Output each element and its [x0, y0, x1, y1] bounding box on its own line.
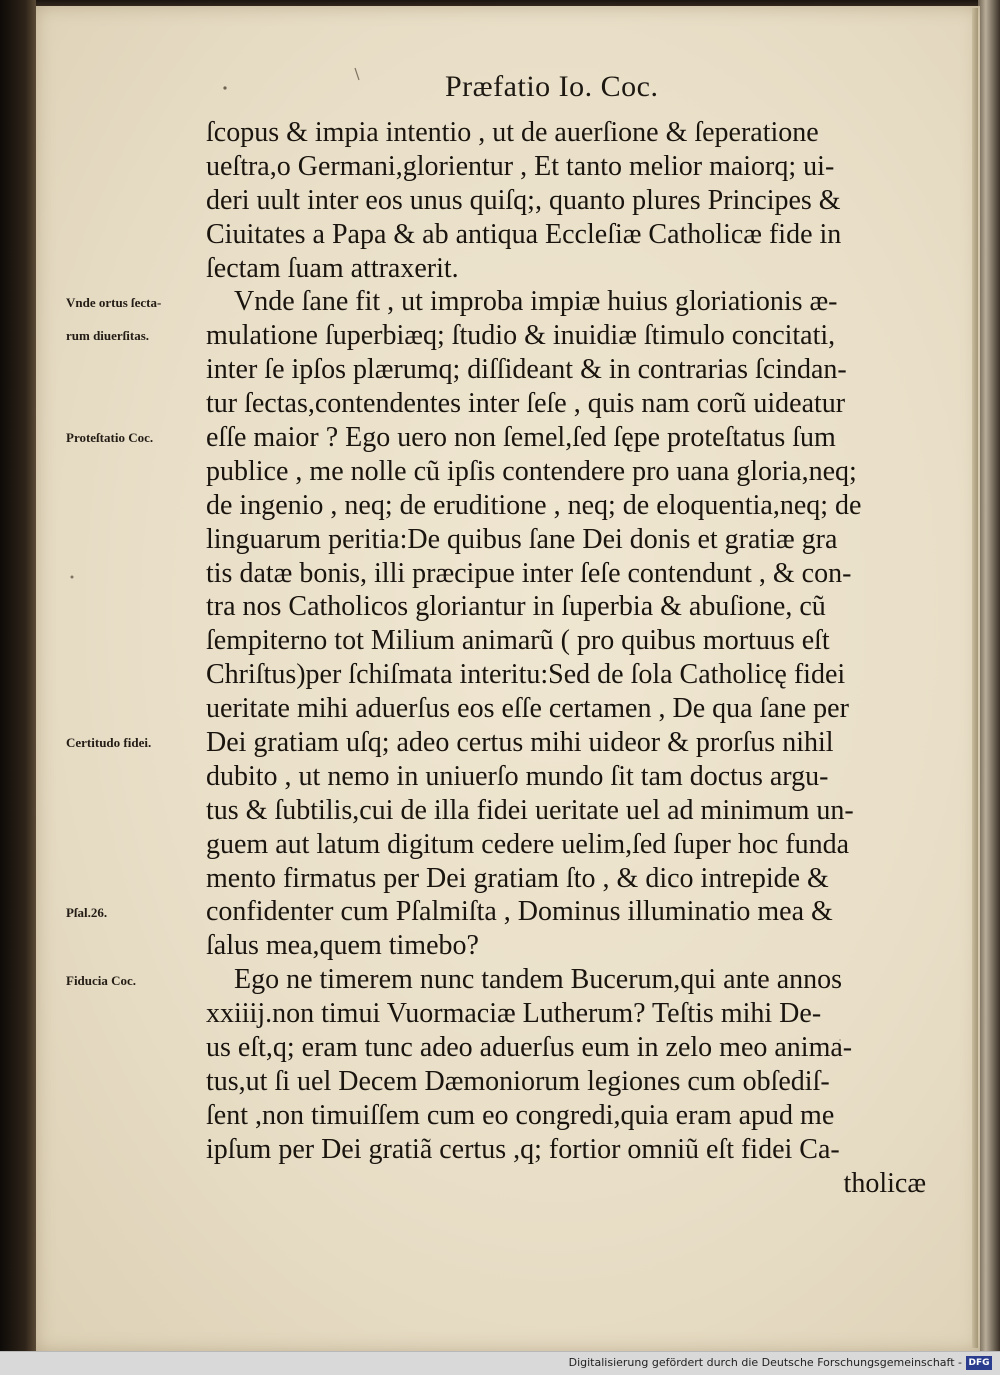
text-line: us eſt,q; eram tunc adeo aduerſus eum in zelo meo anima- [206, 1032, 853, 1064]
marginal-note: Fiducia Coc. [66, 972, 137, 988]
marginal-note: rum diuerſitas. [66, 328, 150, 344]
marginal-note: Pſal.26. [66, 904, 108, 920]
footer-bar [0, 1351, 1000, 1375]
text-line: dubito , ut nemo in uniuerſo mundo ſit tam doctus argu- [206, 760, 829, 792]
text-line: linguarum peritia:De quibus ſane Dei donis et gratiæ gra [206, 523, 838, 555]
text-line: inter ſe ipſos plærumq; diſſideant & in contrarias ſcindan- [206, 354, 847, 386]
text-line: guem aut latum digitum cedere uelim,ſed ſuper hoc funda [206, 828, 850, 860]
text-line: Ego ne timerem nunc tandem Bucerum,qui ante annos [234, 964, 843, 996]
text-line: xxiiij.non timui Vuormaciæ Lutherum? Teſtis mihi De- [206, 998, 822, 1030]
text-line: tus & ſubtilis,cui de illa fidei ueritate uel ad minimum un- [206, 794, 854, 826]
marginal-note: Certitudo fidei. [66, 735, 152, 751]
text-line: ſectam ſuam attraxerit. [206, 252, 459, 284]
text-line: ſcopus & impia intentio , ut de auerſione & ſeperatione [206, 117, 819, 148]
text-line: mento firmatus per Dei gratiam ſto , & dico intrepide & [206, 862, 829, 894]
text-line: tus,ut ſi uel Decem Dæmoniorum legiones cum obſediſ- [206, 1065, 830, 1097]
main-text-block [206, 116, 926, 1201]
text-line: tur ſectas,contendentes inter ſeſe , quis nam corũ uideatur [206, 388, 846, 420]
text-line: tra nos Catholicos gloriantur in ſuperbia & abuſione, cũ [206, 591, 826, 623]
text-line: ueſtra,o Germani,glorientur , Et tanto melior maiorq; ui- [206, 150, 835, 182]
text-line: mulatione ſuperbiæq; ſtudio & inuidiæ ſtimulo concitati, [206, 320, 836, 352]
text-line: confidenter cum Pſalmiſta , Dominus illuminatio mea & [206, 896, 833, 928]
text-line: ſent ,non timuiſſem cum eo congredi,quia eram apud me [206, 1099, 835, 1131]
text-line: ſalus mea,quem timebo? [206, 930, 479, 962]
text-line: Dei gratiam uſq; adeo certus mihi uideor & prorſus nihil [206, 727, 834, 759]
funding-notice: Digitalisierung gefördert durch die Deutsche Forschungsgemeinschaft - [568, 1356, 962, 1369]
text-line: eſſe maior ? Ego uero non ſemel,ſed ſępe proteſtatus ſum [206, 422, 836, 454]
text-line: Chriſtus)per ſchiſmata interitu:Sed de ſola Catholicę fidei [206, 659, 846, 691]
text-line: Vnde ſane fit , ut improba impiæ huius gloriationis æ- [234, 286, 838, 318]
marginal-note: Vnde ortus ſecta- [66, 294, 162, 310]
text-line: publice , me nolle cũ ipſis contendere pro uana gloria,neq; [206, 455, 857, 487]
marginal-note: Proteſtatio Coc. [66, 430, 154, 446]
dfg-logo-icon: DFG [966, 1356, 992, 1370]
text-line: ueritate mihi aduerſus eos eſſe certamen , De qua ſane per [206, 693, 849, 725]
text-line: Ciuitates a Papa & ab antiqua Eccleſiæ Catholicæ fide in [206, 218, 842, 250]
text-line: deri uult inter eos unus quiſq;, quanto plures Principes & [206, 184, 841, 216]
text-line: tholicæ [843, 1167, 926, 1199]
running-header: Præfatio Io. Coc. [445, 70, 659, 103]
text-line: ipſum per Dei gratiã certus ,q; fortior omniũ eſt fidei Ca- [206, 1133, 840, 1165]
text-line: ſempiterno tot Milium animarũ ( pro quibus mortuus eſt [206, 625, 830, 657]
text-line: de ingenio , neq; de eruditione , neq; de eloquentia,neq; de [206, 489, 862, 521]
text-line: tis datæ bonis, illi præcipue inter ſeſe contendunt , & con- [206, 557, 852, 589]
